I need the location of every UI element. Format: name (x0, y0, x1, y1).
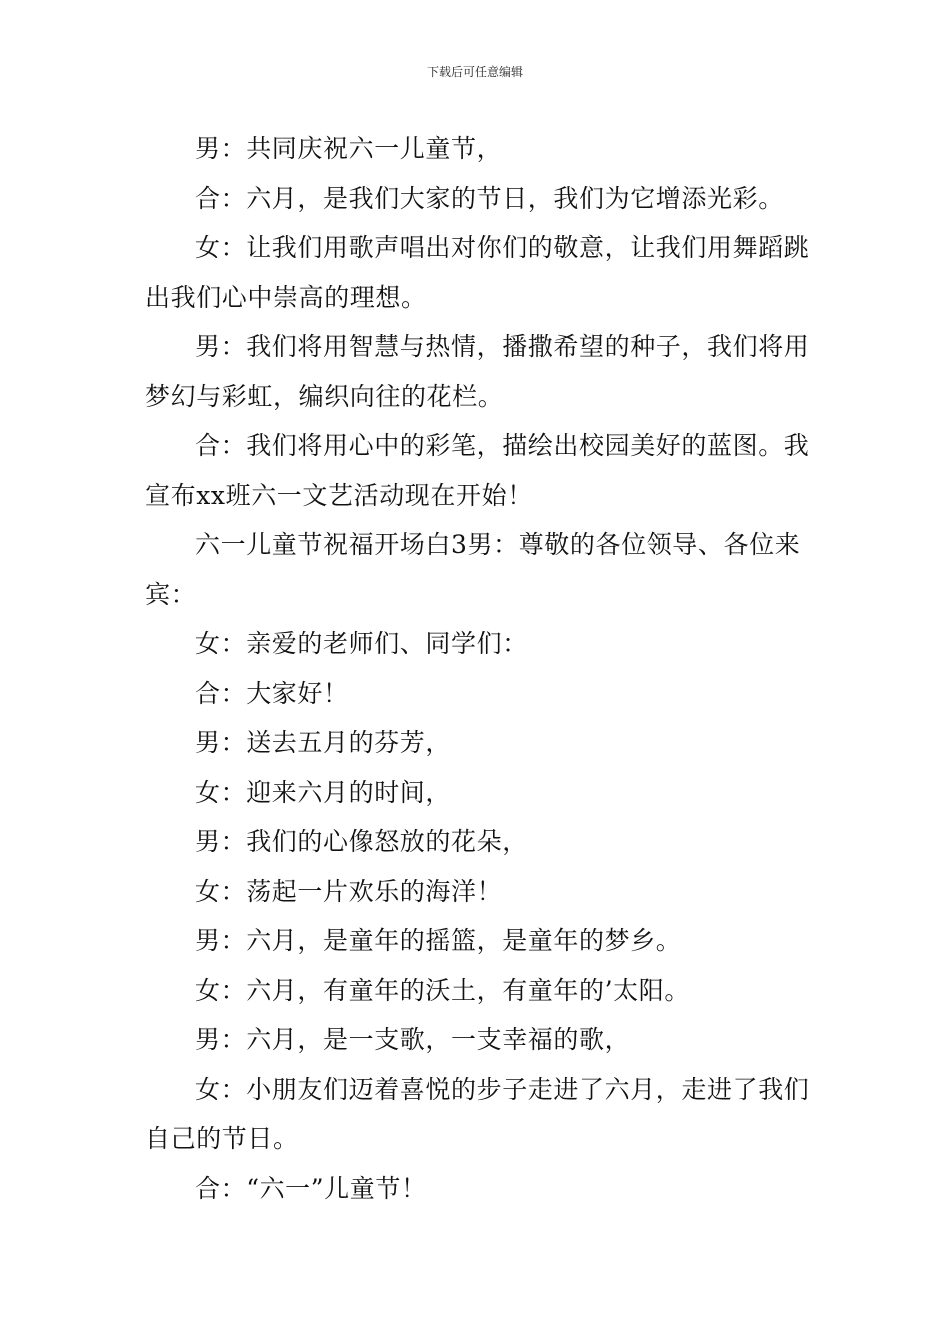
paragraph: 六一儿童节祝福开场白3男：尊敬的各位领导、各位来宾： (145, 530, 801, 609)
paragraph: 男：我们的心像怒放的花朵， (195, 827, 528, 856)
paragraph: 女：小朋友们迈着喜悦的步子走进了六月，走进了我们自己的节日。 (145, 1074, 810, 1153)
paragraph: 合：我们将用心中的彩笔，描绘出校园美好的蓝图。我宣布xx班六一文艺活动现在开始！ (145, 431, 810, 510)
paragraph: 男：我们将用智慧与热情，播撒希望的种子，我们将用梦幻与彩虹，编织向往的花栏。 (145, 332, 810, 411)
paragraph: 合：“六一”儿童节！ (195, 1173, 427, 1203)
page-header: 下载后可任意编辑 (426, 65, 523, 79)
paragraph: 女：迎来六月的时间， (195, 777, 452, 807)
paragraph: 女：荡起一片欢乐的海洋！ (195, 876, 503, 906)
paragraph: 男：共同庆祝六一儿童节， (195, 134, 503, 163)
paragraph: 男：送去五月的芬芳， (195, 728, 452, 757)
paragraph: 女：亲爱的老师们、同学们： (195, 629, 528, 658)
paragraph: 男：六月，是一支歌，一支幸福的歌， (195, 1025, 631, 1054)
paragraph: 男：六月，是童年的摇篮，是童年的梦乡。 (195, 926, 682, 955)
paragraph: 合：六月，是我们大家的节日，我们为它增添光彩。 (195, 183, 784, 213)
paragraph: 女：六月，有童年的沃土，有童年的’太阳。 (195, 975, 690, 1005)
document-body (145, 124, 810, 1213)
paragraph: 合：大家好！ (195, 678, 349, 708)
paragraph: 女：让我们用歌声唱出对你们的敬意，让我们用舞蹈跳出我们心中崇高的理想。 (145, 233, 810, 312)
